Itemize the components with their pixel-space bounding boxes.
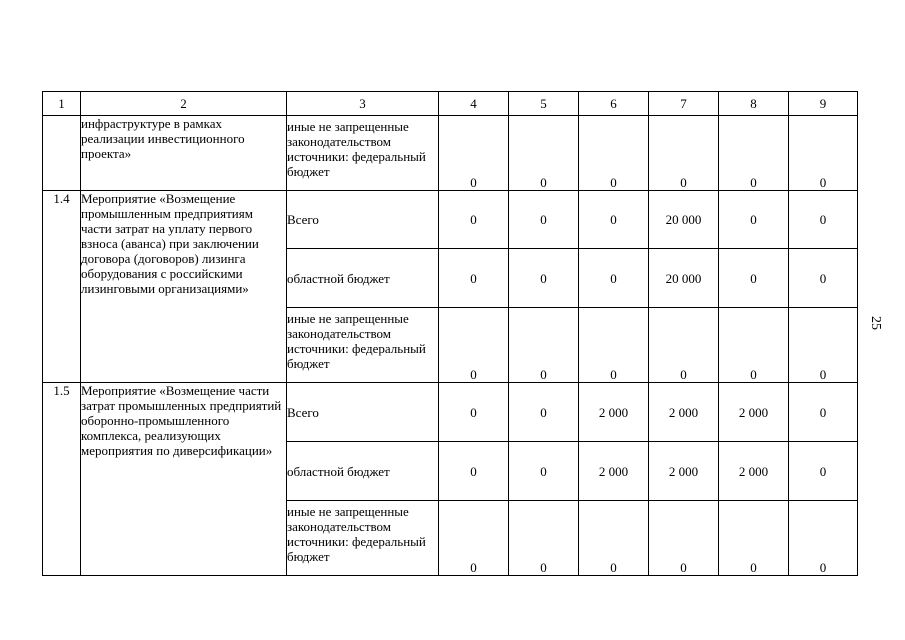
- header-cell: 5: [509, 92, 579, 116]
- value-cell: 2 000: [579, 383, 649, 442]
- funding-source-cell: иные не запрещенные законодательством источники: федеральный бюджет: [287, 308, 439, 383]
- value-cell: 0: [719, 308, 789, 383]
- header-cell: 2: [81, 92, 287, 116]
- row-number-cell: [43, 116, 81, 191]
- value-cell: 0: [439, 383, 509, 442]
- value-cell: 0: [579, 249, 649, 308]
- value-cell: 2 000: [719, 442, 789, 501]
- value-cell: 0: [579, 308, 649, 383]
- value-cell: 0: [579, 501, 649, 576]
- value-cell: 2 000: [649, 442, 719, 501]
- value-cell: 0: [439, 442, 509, 501]
- value-cell: 0: [579, 116, 649, 191]
- measure-name-cell: Мероприятие «Возмещение части затрат промышленных предприятий оборонно-промышленного комплекса, реализующих мероприятия по диверсификации»: [81, 383, 287, 576]
- value-cell: 0: [509, 308, 579, 383]
- value-cell: 0: [439, 191, 509, 249]
- value-cell: 0: [509, 191, 579, 249]
- header-cell: 6: [579, 92, 649, 116]
- value-cell: 0: [439, 308, 509, 383]
- table-row: [43, 116, 858, 191]
- header-cell: 8: [719, 92, 789, 116]
- value-cell: 0: [789, 501, 858, 576]
- value-cell: 20 000: [649, 191, 719, 249]
- row-number-cell: 1.4: [43, 191, 81, 383]
- value-cell: 0: [439, 249, 509, 308]
- table-row: [43, 383, 858, 442]
- funding-source-cell: Всего: [287, 191, 439, 249]
- header-cell: 1: [43, 92, 81, 116]
- header-row: [43, 92, 858, 116]
- value-cell: 0: [579, 191, 649, 249]
- value-cell: 0: [649, 116, 719, 191]
- funding-source-cell: областной бюджет: [287, 249, 439, 308]
- value-cell: 0: [509, 383, 579, 442]
- value-cell: 0: [789, 249, 858, 308]
- value-cell: 0: [789, 442, 858, 501]
- value-cell: 0: [649, 308, 719, 383]
- value-cell: 0: [719, 249, 789, 308]
- header-cell: 7: [649, 92, 719, 116]
- table-row: [43, 191, 858, 249]
- value-cell: 2 000: [719, 383, 789, 442]
- page-number: 25: [868, 316, 883, 330]
- value-cell: 0: [509, 501, 579, 576]
- header-cell: 4: [439, 92, 509, 116]
- funding-source-cell: областной бюджет: [287, 442, 439, 501]
- value-cell: 2 000: [579, 442, 649, 501]
- value-cell: 20 000: [649, 249, 719, 308]
- measure-name-cell: Мероприятие «Возмещение промышленным предприятиям части затрат на уплату первого взноса (аванса) при заключении договора (договоров) лизинга оборудования с российскими лизинговыми организациями»: [81, 191, 287, 383]
- value-cell: 0: [439, 116, 509, 191]
- value-cell: 0: [789, 383, 858, 442]
- value-cell: 0: [719, 501, 789, 576]
- value-cell: 0: [719, 191, 789, 249]
- header-cell: 3: [287, 92, 439, 116]
- value-cell: 0: [789, 116, 858, 191]
- funding-source-cell: иные не запрещенные законодательством источники: федеральный бюджет: [287, 116, 439, 191]
- measure-name-cell: инфраструктуре в рамках реализации инвестиционного проекта»: [81, 116, 287, 191]
- budget-table: [42, 91, 858, 576]
- funding-source-cell: иные не запрещенные законодательством источники: федеральный бюджет: [287, 501, 439, 576]
- header-cell: 9: [789, 92, 858, 116]
- value-cell: 2 000: [649, 383, 719, 442]
- value-cell: 0: [509, 249, 579, 308]
- value-cell: 0: [789, 191, 858, 249]
- funding-source-cell: Всего: [287, 383, 439, 442]
- value-cell: 0: [509, 116, 579, 191]
- value-cell: 0: [649, 501, 719, 576]
- value-cell: 0: [439, 501, 509, 576]
- value-cell: 0: [509, 442, 579, 501]
- value-cell: 0: [789, 308, 858, 383]
- value-cell: 0: [719, 116, 789, 191]
- row-number-cell: 1.5: [43, 383, 81, 576]
